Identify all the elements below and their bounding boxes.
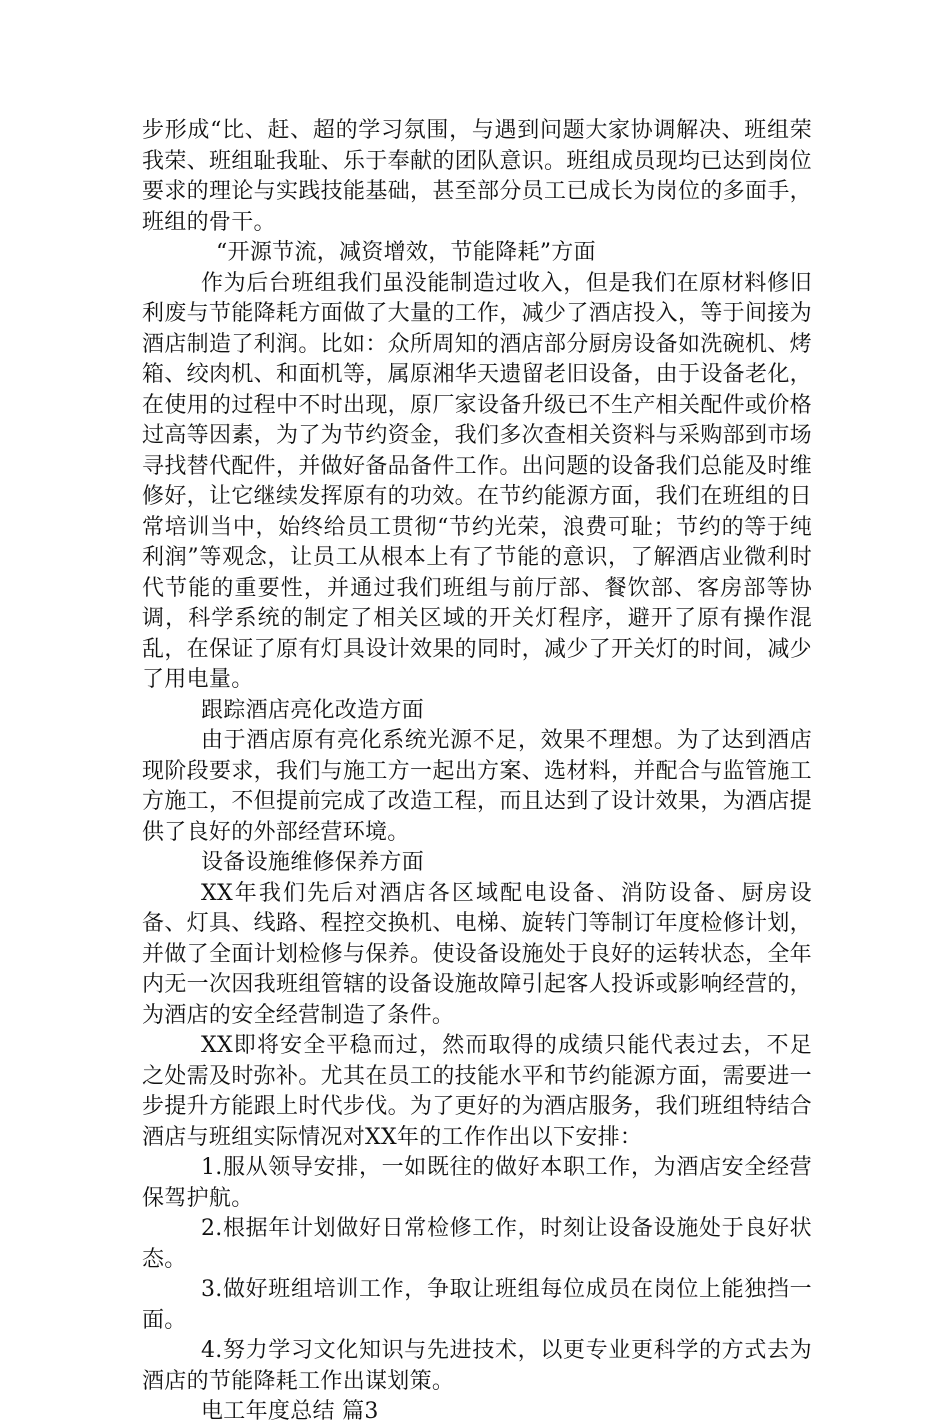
section-heading-maintenance: 设备设施维修保养方面	[201, 850, 425, 875]
section-heading-part3: 电工年度总结 篇3	[201, 1399, 379, 1424]
paragraph-next-year-plan: XX即将安全平稳而过，然而取得的成绩只能代表过去，不足之处需及时弥补。尤其在员工的技能水平和节约能源方面，需要进一步提升方能跟上时代步伐。为了更好的为酒店服务，我们班组特结合酒店与班组实际情况对XX年的工作作出以下安排：	[142, 1033, 812, 1150]
list-item-2: 2.根据年计划做好日常检修工作，时刻让设备设施处于良好状态。	[142, 1216, 812, 1272]
section-heading-energy-saving: “开源节流，减资增效，节能降耗”方面	[216, 240, 596, 265]
list-item-1: 1.服从领导安排，一如既往的做好本职工作，为酒店安全经营保驾护航。	[142, 1155, 812, 1211]
paragraph-maintenance: XX年我们先后对酒店各区域配电设备、消防设备、厨房设备、灯具、线路、程控交换机、电梯、旋转门等制订年度检修计划，并做了全面计划检修与保养。使设备设施处于良好的运转状态，全年内无一次因我班组管辖的设备设施故障引起客人投诉或影响经营的，为酒店的安全经营制造了条件。	[142, 880, 812, 1028]
list-item-3: 3.做好班组培训工作，争取让班组每位成员在岗位上能独挡一面。	[142, 1277, 812, 1333]
paragraph-energy-saving: 作为后台班组我们虽没能制造过收入，但是我们在原材料修旧利废与节能降耗方面做了大量的工作，减少了酒店投入，等于间接为酒店制造了利润。比如：众所周知的酒店部分厨房设备如洗碗机、烤箱、绞肉机、和面机等，属原湘华天遗留老旧设备，由于设备老化，在使用的过程中不时出现，原厂家设备升级已不生产相关配件或价格过高等因素，为了为节约资金，我们多次查相关资料与采购部到市场寻找替代配件，并做好备品备件工作。出问题的设备我们总能及时维修好，让它继续发挥原有的功效。在节约能源方面，我们在班组的日常培训当中，始终给员工贯彻“节约光荣，浪费可耻；节约的等于纯利润”等观念，让员工从根本上有了节能的意识，了解酒店业微利时代节能的重要性，并通过我们班组与前厅部、餐饮部、客房部等协调，科学系统的制定了相关区域的开关灯程序，避开了原有操作混乱，在保证了原有灯具设计效果的同时，减少了开关灯的时间，减少了用电量。	[142, 270, 812, 692]
paragraph-lighting-renovation: 由于酒店原有亮化系统光源不足，效果不理想。为了达到酒店现阶段要求，我们与施工方一起出方案、选材料，并配合与监管施工方施工，不但提前完成了改造工程，而且达到了设计效果，为酒店提供了良好的外部经营环境。	[142, 728, 812, 845]
document-page	[142, 116, 812, 1428]
paragraph-team-culture: 步形成“比、赶、超的学习氛围，与遇到问题大家协调解决、班组荣我荣、班组耻我耻、乐于奉献的团队意识。班组成员现均已达到岗位要求的理论与实践技能基础，甚至部分员工已成长为岗位的多面手，班组的骨干。	[142, 118, 812, 235]
list-item-4: 4.努力学习文化知识与先进技术，以更专业更科学的方式去为酒店的节能降耗工作出谋划策。	[142, 1338, 812, 1394]
section-heading-lighting-renovation: 跟踪酒店亮化改造方面	[201, 697, 425, 723]
